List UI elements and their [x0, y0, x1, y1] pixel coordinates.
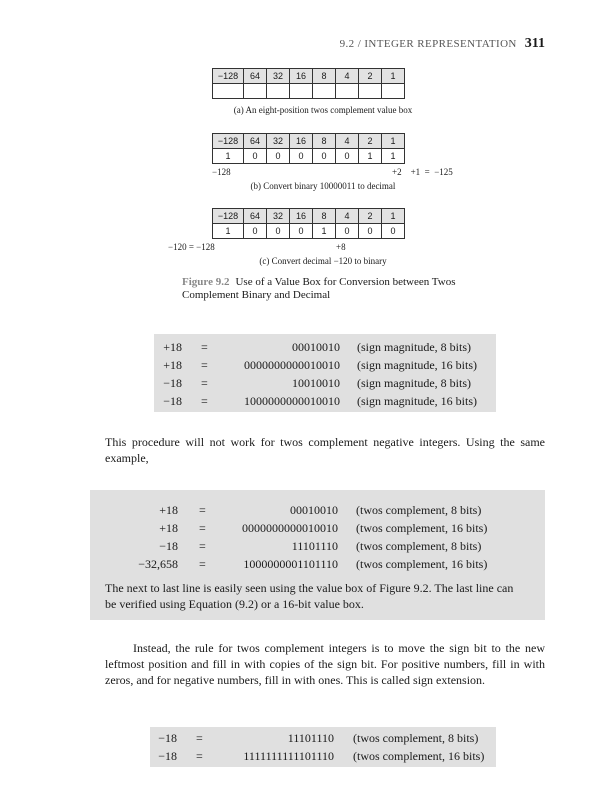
binary-value: 0000000000010010 — [242, 521, 338, 535]
table3-row — [0, 731, 604, 749]
box-c-header-cell: 2 — [359, 209, 382, 224]
box-b-value-cell: 0 — [313, 149, 336, 164]
binary-value: 1000000001101110 — [243, 557, 338, 571]
equals-sign: = — [199, 557, 206, 571]
section-title: 9.2 / INTEGER REPRESENTATION — [339, 38, 517, 50]
representation-desc: (sign magnitude, 8 bits) — [357, 376, 471, 390]
equals-sign: = — [199, 521, 206, 535]
representation-desc: (sign magnitude, 16 bits) — [357, 358, 477, 372]
box-b-header-cell: 8 — [313, 134, 336, 149]
running-header — [0, 36, 545, 52]
table2-row — [0, 557, 604, 575]
box-c-value-cell: 1 — [213, 224, 244, 239]
box-b-header-cell: 2 — [359, 134, 382, 149]
value-box-c — [212, 208, 405, 239]
figure-title: Use of a Value Box for Conversion between Twos Complement Binary and Decimal — [182, 276, 456, 301]
equals-sign: = — [199, 539, 206, 553]
box-c-header-cell: 64 — [244, 209, 267, 224]
box-a-header-cell: 8 — [313, 69, 336, 84]
box-c-value-cell: 0 — [336, 224, 359, 239]
binary-value: 1000000000010010 — [244, 394, 340, 408]
box-b-value-cell: 1 — [359, 149, 382, 164]
box-a-value-cell — [313, 84, 336, 99]
box-a-value-cell — [359, 84, 382, 99]
box-c-value-cell: 1 — [313, 224, 336, 239]
box-c-note-left: −120 = −128 — [168, 242, 215, 252]
box-a-value-cell — [267, 84, 290, 99]
box-c-value-cell: 0 — [290, 224, 313, 239]
box-c-value-cell: 0 — [244, 224, 267, 239]
box-b-value-cell: 0 — [244, 149, 267, 164]
box-a-header-cell: 1 — [382, 69, 405, 84]
binary-value: 00010010 — [290, 503, 338, 517]
box-a-value-cell — [290, 84, 313, 99]
value-box-a — [212, 68, 405, 99]
decimal-value: +18 — [163, 358, 182, 372]
binary-value: 11101110 — [287, 731, 334, 745]
representation-desc: (twos complement, 16 bits) — [356, 521, 488, 535]
representation-desc: (twos complement, 8 bits) — [356, 539, 482, 553]
caption-c: (c) Convert decimal −120 to binary — [259, 256, 387, 266]
box-a-header-cell: −128 — [213, 69, 244, 84]
box-a-value-cell — [382, 84, 405, 99]
box-a-header-cell: 16 — [290, 69, 313, 84]
table1-row — [0, 376, 604, 394]
box-a-value-cell — [213, 84, 244, 99]
decimal-value: −18 — [163, 376, 182, 390]
box-b-value-cell: 1 — [213, 149, 244, 164]
value-box-b — [212, 133, 405, 164]
binary-value: 1111111111101110 — [243, 749, 334, 763]
box-b-value-cell: 0 — [290, 149, 313, 164]
decimal-value: −18 — [158, 731, 177, 745]
equals-sign: = — [196, 749, 203, 763]
box-c-header-cell: 4 — [336, 209, 359, 224]
box-b-value-cell: 0 — [267, 149, 290, 164]
binary-value: 11101110 — [291, 539, 338, 553]
caption-b: (b) Convert binary 10000011 to decimal — [250, 181, 396, 191]
box-b-note-left: −128 — [212, 167, 231, 177]
decimal-value: −32,658 — [138, 557, 178, 571]
representation-desc: (twos complement, 8 bits) — [356, 503, 482, 517]
box-c-header-cell: −128 — [213, 209, 244, 224]
equals-sign: = — [201, 394, 208, 408]
table2-row — [0, 539, 604, 557]
paragraph: Instead, the rule for twos complement integers is to move the sign bit to the new leftmost position and fill in with copies of the sign bit. For positive numbers, fill in with zeros, and for negative numbers, fill in with ones. This is called sign extension. — [105, 641, 545, 687]
box-a-value-cell — [336, 84, 359, 99]
figure-label: Figure 9.2 — [182, 276, 230, 288]
box-c-note-mid: +8 — [336, 242, 346, 252]
box-c-header-cell: 32 — [267, 209, 290, 224]
equals-sign: = — [199, 503, 206, 517]
table1-row — [0, 358, 604, 376]
box-a-header-cell: 2 — [359, 69, 382, 84]
box-b-header-cell: 32 — [267, 134, 290, 149]
equals-sign: = — [201, 358, 208, 372]
box-c-header-cell: 1 — [382, 209, 405, 224]
decimal-value: −18 — [159, 539, 178, 553]
equals-sign: = — [196, 731, 203, 745]
binary-value: 10010010 — [292, 376, 340, 390]
box-a-value-cell — [244, 84, 267, 99]
box-c-value-cell: 0 — [359, 224, 382, 239]
caption-a: (a) An eight-position twos complement value box — [233, 105, 413, 115]
equals-sign: = — [201, 340, 208, 354]
paragraph: This procedure will not work for twos complement negative integers. Using the same example, — [105, 435, 545, 465]
figure-caption — [182, 276, 482, 302]
box-b-header-cell: −128 — [213, 134, 244, 149]
box-b-note-right: +2 +1 = −125 — [392, 167, 453, 177]
box-b-header-cell: 1 — [382, 134, 405, 149]
binary-value: 00010010 — [292, 340, 340, 354]
table2-row — [0, 503, 604, 521]
box-c-value-cell: 0 — [267, 224, 290, 239]
representation-desc: (sign magnitude, 16 bits) — [357, 394, 477, 408]
representation-desc: (twos complement, 8 bits) — [353, 731, 479, 745]
decimal-value: +18 — [159, 521, 178, 535]
representation-desc: (twos complement, 16 bits) — [356, 557, 488, 571]
representation-desc: (sign magnitude, 8 bits) — [357, 340, 471, 354]
box-a-header-cell: 64 — [244, 69, 267, 84]
box-b-header-cell: 4 — [336, 134, 359, 149]
box-b-header-cell: 64 — [244, 134, 267, 149]
table1-row — [0, 394, 604, 412]
box-c-header-cell: 8 — [313, 209, 336, 224]
decimal-value: −18 — [163, 394, 182, 408]
box-a-header-cell: 4 — [336, 69, 359, 84]
box-c-value-cell: 0 — [382, 224, 405, 239]
table2-note: The next to last line is easily seen using the value box of Figure 9.2. The last line can be verified using Equation (9.2) or a 16-bit value box. — [105, 581, 514, 611]
box-c-header-cell: 16 — [290, 209, 313, 224]
representation-desc: (twos complement, 16 bits) — [353, 749, 485, 763]
decimal-value: +18 — [159, 503, 178, 517]
decimal-value: −18 — [158, 749, 177, 763]
table3-row — [0, 749, 604, 767]
decimal-value: +18 — [163, 340, 182, 354]
table2-row — [0, 521, 604, 539]
equals-sign: = — [201, 376, 208, 390]
box-b-value-cell: 0 — [336, 149, 359, 164]
table1-row — [0, 340, 604, 358]
page-number: 311 — [524, 36, 545, 51]
box-b-header-cell: 16 — [290, 134, 313, 149]
binary-value: 0000000000010010 — [244, 358, 340, 372]
box-a-header-cell: 32 — [267, 69, 290, 84]
box-b-value-cell: 1 — [382, 149, 405, 164]
